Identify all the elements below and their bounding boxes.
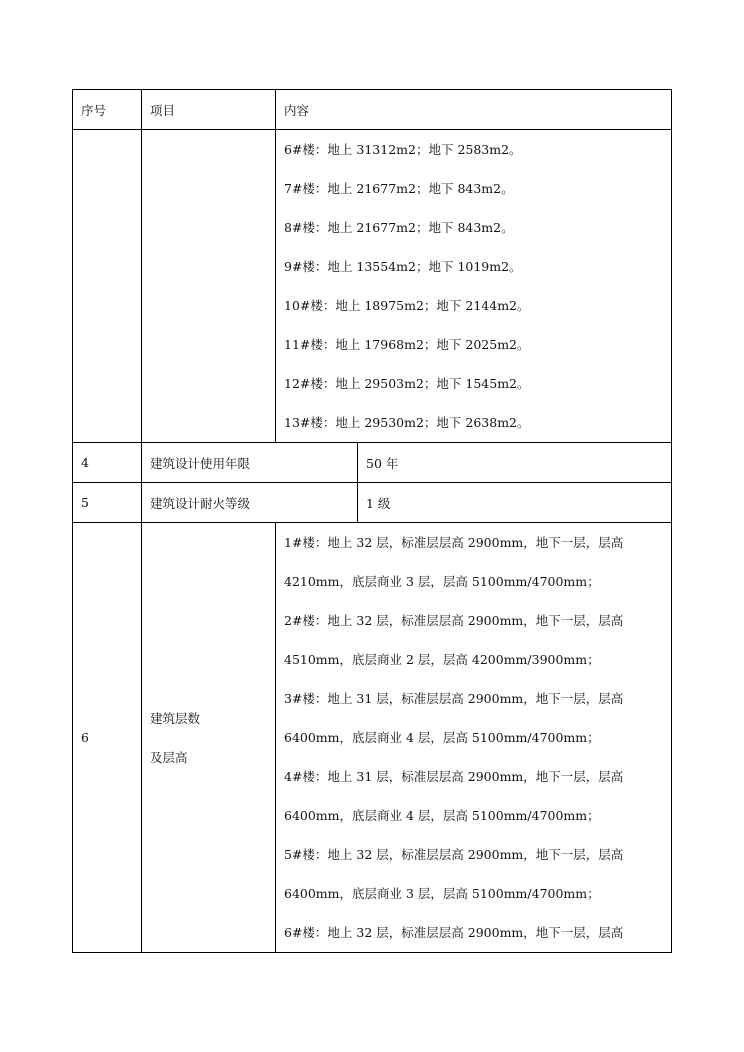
floor-line: 3#楼：地上 31 层，标准层层高 2900mm，地下一层，层高 xyxy=(284,691,624,706)
area-row xyxy=(73,130,672,443)
row-4 xyxy=(73,443,672,483)
floor-line: 6400mm，底层商业 3 层，层高 5100mm/4700mm； xyxy=(284,886,600,901)
row6-content-cell xyxy=(276,523,672,953)
area-line: 6#楼：地上 31312m2；地下 2583m2。 xyxy=(284,142,522,157)
row6-item xyxy=(142,523,276,953)
row6-item-line2: 及层高 xyxy=(150,749,188,765)
spec-table xyxy=(72,89,672,953)
header-content: 内容 xyxy=(276,90,672,130)
area-line: 13#楼：地上 29530m2；地下 2638m2。 xyxy=(284,415,530,430)
floor-line: 4#楼：地上 31 层，标准层层高 2900mm，地下一层，层高 xyxy=(284,769,624,784)
floor-line: 5#楼：地上 32 层，标准层层高 2900mm，地下一层，层高 xyxy=(284,847,624,862)
floor-line: 4510mm，底层商业 2 层，层高 4200mm/3900mm； xyxy=(284,652,600,667)
header-no: 序号 xyxy=(73,90,142,130)
floor-line: 2#楼：地上 32 层，标准层层高 2900mm，地下一层，层高 xyxy=(284,613,624,628)
row5-item: 建筑设计耐火等级 xyxy=(142,483,358,523)
row-6 xyxy=(73,523,672,953)
floor-line: 6400mm，底层商业 4 层，层高 5100mm/4700mm； xyxy=(284,730,600,745)
area-line: 11#楼：地上 17968m2；地下 2025m2。 xyxy=(284,337,530,352)
floor-line: 1#楼：地上 32 层，标准层层高 2900mm，地下一层，层高 xyxy=(284,535,624,550)
area-no-cell xyxy=(73,130,142,443)
header-item: 项目 xyxy=(142,90,276,130)
row4-no: 4 xyxy=(73,443,142,483)
area-line: 7#楼：地上 21677m2；地下 843m2。 xyxy=(284,181,514,196)
row5-no: 5 xyxy=(73,483,142,523)
row6-item-line1: 建筑层数 xyxy=(150,710,201,726)
area-line: 12#楼：地上 29503m2；地下 1545m2。 xyxy=(284,376,530,391)
floor-line: 6#楼：地上 32 层，标准层层高 2900mm，地下一层，层高 xyxy=(284,925,624,940)
area-line: 10#楼：地上 18975m2；地下 2144m2。 xyxy=(284,298,530,313)
row6-no: 6 xyxy=(73,523,142,953)
area-content-cell xyxy=(276,130,672,443)
floor-line: 4210mm，底层商业 3 层，层高 5100mm/4700mm； xyxy=(284,574,600,589)
row-5 xyxy=(73,483,672,523)
row4-item: 建筑设计使用年限 xyxy=(142,443,358,483)
area-item-cell xyxy=(142,130,276,443)
row5-value: 1 级 xyxy=(358,483,672,523)
area-line: 8#楼：地上 21677m2；地下 843m2。 xyxy=(284,220,514,235)
row4-value: 50 年 xyxy=(358,443,672,483)
header-row xyxy=(73,90,672,130)
area-line: 9#楼：地上 13554m2；地下 1019m2。 xyxy=(284,259,522,274)
floor-line: 6400mm，底层商业 4 层，层高 5100mm/4700mm； xyxy=(284,808,600,823)
